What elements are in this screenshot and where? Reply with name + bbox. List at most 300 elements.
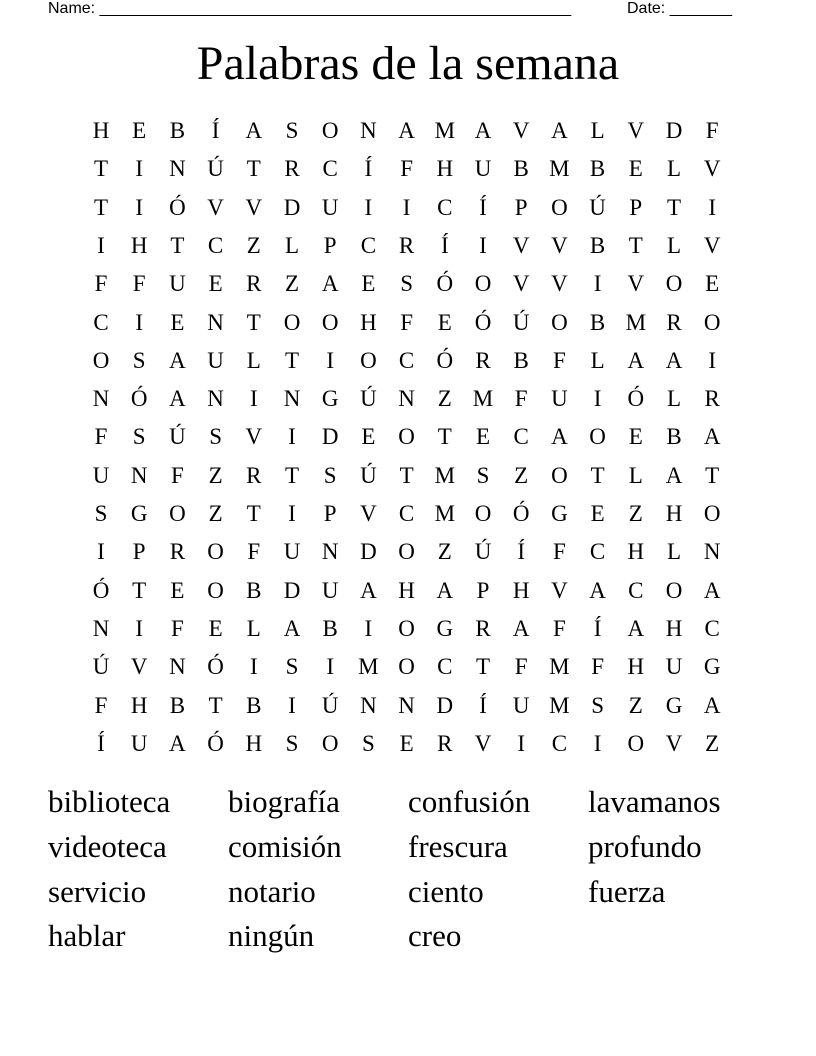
grid-letter[interactable]: A (551, 118, 568, 143)
grid-letter[interactable]: N (398, 386, 415, 412)
grid-letter[interactable]: M (434, 118, 456, 143)
grid-letter[interactable]: I (97, 539, 105, 565)
grid-letter[interactable]: T (475, 654, 491, 680)
grid-letter[interactable]: Ú (321, 692, 339, 718)
grid-letter[interactable]: T (170, 232, 185, 258)
grid-letter[interactable]: T (590, 462, 605, 488)
grid-letter[interactable]: V (130, 654, 148, 680)
grid-letter[interactable]: I (135, 615, 144, 641)
grid-letter[interactable]: Ó (512, 501, 530, 526)
grid-letter[interactable]: N (169, 156, 186, 182)
grid-letter[interactable]: I (593, 730, 602, 756)
grid-letter[interactable]: O (207, 539, 224, 565)
grid-letter[interactable]: O (398, 539, 415, 565)
grid-letter[interactable]: U (130, 730, 148, 756)
grid-letter[interactable]: A (703, 692, 721, 718)
grid-letter[interactable]: S (591, 692, 604, 718)
grid-letter[interactable]: E (361, 271, 376, 297)
grid-letter[interactable]: H (627, 654, 645, 680)
grid-letter[interactable]: A (169, 386, 186, 412)
grid-letter[interactable]: I (479, 232, 487, 258)
grid-letter[interactable]: D (321, 424, 339, 450)
grid-letter[interactable]: I (708, 347, 717, 373)
word-list-item: confusión (408, 784, 531, 819)
grid-letter[interactable]: O (92, 347, 110, 373)
grid-letter[interactable]: Ó (474, 309, 492, 335)
word-list-item: videoteca (48, 828, 167, 864)
grid-letter[interactable]: Z (705, 730, 720, 756)
grid-letter[interactable]: M (549, 156, 570, 182)
grid-letter[interactable]: Ú (474, 539, 492, 565)
grid-letter[interactable]: Ó (207, 654, 224, 680)
grid-letter[interactable]: H (665, 615, 683, 641)
grid-letter[interactable]: V (512, 118, 530, 143)
grid-letter[interactable]: Z (628, 501, 643, 526)
grid-letter[interactable]: G (321, 386, 339, 412)
grid-letter[interactable]: T (284, 347, 300, 373)
grid-letter[interactable]: B (589, 232, 606, 258)
grid-row (0, 572, 816, 610)
grid-letter[interactable]: I (326, 347, 335, 373)
grid-letter[interactable]: Z (514, 462, 529, 488)
grid-letter[interactable]: F (705, 118, 719, 143)
grid-letter[interactable]: M (434, 501, 456, 526)
grid-letter[interactable]: A (398, 118, 415, 143)
grid-letter[interactable]: S (323, 462, 337, 488)
grid-letter[interactable]: Í (479, 194, 487, 220)
grid-letter[interactable]: B (666, 424, 682, 450)
grid-letter[interactable]: G (551, 501, 568, 526)
grid-letter[interactable]: E (590, 501, 605, 526)
grid-letter[interactable]: L (590, 347, 605, 373)
grid-letter[interactable]: U (665, 654, 683, 680)
grid-letter[interactable]: N (207, 309, 224, 335)
grid-letter[interactable]: F (552, 615, 566, 641)
word-list-item: hablar (48, 918, 126, 954)
grid-letter[interactable]: O (360, 347, 377, 373)
grid-letter[interactable]: U (512, 692, 530, 718)
grid-letter[interactable]: Ó (207, 730, 224, 756)
grid-letter[interactable]: O (703, 501, 721, 526)
grid-letter[interactable]: N (169, 654, 186, 680)
grid-letter[interactable]: V (627, 118, 645, 143)
grid-letter[interactable]: F (514, 386, 528, 412)
grid-letter[interactable]: O (321, 309, 339, 335)
grid-letter[interactable]: V (512, 271, 530, 297)
grid-letter[interactable]: O (398, 615, 415, 641)
grid-letter[interactable]: V (551, 232, 568, 258)
grid-letter[interactable]: A (703, 424, 721, 450)
grid-letter[interactable]: A (321, 271, 339, 297)
grid-letter[interactable]: O (665, 271, 683, 297)
grid-letter[interactable]: L (246, 615, 261, 641)
grid-letter[interactable]: U (169, 271, 186, 297)
grid-letter[interactable]: C (207, 232, 224, 258)
grid-letter[interactable]: E (208, 271, 223, 297)
grid-letter[interactable]: P (476, 577, 490, 603)
grid-letter[interactable]: Ú (360, 386, 377, 412)
grid-letter[interactable]: F (132, 271, 146, 297)
grid-letter[interactable]: H (512, 577, 530, 603)
grid-letter[interactable]: G (665, 692, 683, 718)
grid-letter[interactable]: M (549, 654, 570, 680)
grid-letter[interactable]: V (207, 194, 224, 220)
word-list-item: lavamanos (588, 784, 721, 819)
grid-letter[interactable]: C (551, 730, 568, 756)
grid-letter[interactable]: E (437, 309, 452, 335)
grid-letter[interactable]: T (246, 501, 261, 526)
grid-row (0, 687, 816, 725)
grid-letter[interactable]: C (398, 501, 415, 526)
grid-letter[interactable]: Z (246, 232, 261, 258)
grid-letter[interactable]: Í (593, 615, 602, 641)
grid-letter[interactable]: S (361, 730, 375, 756)
grid-letter[interactable]: B (513, 156, 529, 182)
grid-letter[interactable]: O (474, 501, 492, 526)
grid-letter[interactable]: C (437, 654, 453, 680)
grid-letter[interactable]: F (170, 615, 184, 641)
grid-letter[interactable]: A (703, 577, 721, 603)
grid-letter[interactable]: Ú (207, 156, 224, 182)
grid-letter[interactable]: R (704, 386, 720, 412)
grid-letter[interactable]: L (666, 386, 682, 412)
grid-letter[interactable]: R (475, 615, 491, 641)
grid-letter[interactable]: H (665, 501, 683, 526)
grid-letter[interactable]: E (132, 118, 147, 143)
grid-letter[interactable]: R (437, 730, 453, 756)
grid-letter[interactable]: Í (364, 156, 373, 182)
grid-letter[interactable]: I (135, 156, 144, 182)
grid-letter[interactable]: Í (440, 232, 449, 258)
grid-letter[interactable]: E (475, 424, 491, 450)
grid-letter[interactable]: B (169, 118, 186, 143)
grid-letter[interactable]: F (94, 271, 108, 297)
grid-letter[interactable]: O (551, 462, 568, 488)
grid-letter[interactable]: R (169, 539, 186, 565)
grid-letter[interactable]: I (135, 194, 144, 220)
grid-letter[interactable]: N (130, 462, 148, 488)
grid-letter[interactable]: P (514, 194, 528, 220)
grid-letter[interactable]: D (665, 118, 683, 143)
grid-letter[interactable]: F (247, 539, 261, 565)
grid-letter[interactable]: M (472, 386, 494, 412)
grid-letter[interactable]: F (591, 654, 604, 680)
grid-letter[interactable]: T (246, 309, 261, 335)
grid-letter[interactable]: T (666, 194, 682, 220)
grid-letter[interactable]: V (474, 730, 492, 756)
grid-letter[interactable]: B (589, 309, 606, 335)
grid-letter[interactable]: R (475, 347, 491, 373)
grid-letter[interactable]: F (400, 156, 413, 182)
grid-letter[interactable]: A (169, 730, 186, 756)
grid-letter[interactable]: A (245, 118, 263, 143)
grid-letter[interactable]: S (476, 462, 490, 488)
grid-letter[interactable]: B (589, 156, 606, 182)
grid-letter[interactable]: I (97, 232, 105, 258)
grid-letter[interactable]: C (513, 424, 529, 450)
grid-letter[interactable]: T (284, 462, 300, 488)
grid-letter[interactable]: N (283, 386, 301, 412)
grid-letter[interactable]: H (245, 730, 263, 756)
grid-letter[interactable]: O (627, 730, 645, 756)
grid-letter[interactable]: N (92, 615, 110, 641)
grid-letter[interactable]: T (93, 194, 109, 220)
grid-letter[interactable]: Z (628, 692, 643, 718)
grid-letter[interactable]: I (249, 654, 258, 680)
grid-letter[interactable]: S (285, 654, 299, 680)
grid-letter[interactable]: Ú (92, 654, 110, 680)
date-line[interactable]: Date: _______ (627, 0, 732, 17)
grid-letter[interactable]: Z (284, 271, 300, 297)
grid-letter[interactable]: I (708, 194, 717, 220)
grid-letter[interactable]: U (321, 577, 339, 603)
grid-letter[interactable]: S (285, 118, 299, 143)
grid-letter[interactable]: A (627, 615, 645, 641)
grid-letter[interactable]: O (589, 424, 606, 450)
grid-letter[interactable]: B (246, 577, 262, 603)
grid-letter[interactable]: D (360, 539, 377, 565)
grid-letter[interactable]: V (627, 271, 645, 297)
grid-letter[interactable]: O (283, 309, 301, 335)
grid-letter[interactable]: Ú (360, 462, 377, 488)
grid-letter[interactable]: L (284, 232, 300, 258)
grid-letter[interactable]: O (665, 577, 683, 603)
grid-letter[interactable]: A (665, 462, 683, 488)
grid-letter[interactable]: F (552, 347, 566, 373)
grid-letter[interactable]: A (512, 615, 530, 641)
grid-letter[interactable]: A (169, 347, 186, 373)
grid-letter[interactable]: I (288, 501, 296, 526)
grid-letter[interactable]: C (589, 539, 606, 565)
grid-letter[interactable]: T (437, 424, 452, 450)
grid-letter[interactable]: P (629, 194, 643, 220)
grid-letter[interactable]: C (93, 309, 109, 335)
grid-letter[interactable]: U (283, 539, 301, 565)
grid-letter[interactable]: E (361, 424, 376, 450)
grid-letter[interactable]: Ú (589, 194, 606, 220)
grid-letter[interactable]: O (207, 577, 224, 603)
grid-letter[interactable]: Í (479, 692, 487, 718)
grid-letter[interactable]: F (170, 462, 184, 488)
grid-letter[interactable]: H (130, 232, 148, 258)
grid-letter[interactable]: A (627, 347, 645, 373)
grid-letter[interactable]: F (94, 692, 108, 718)
grid-letter[interactable]: E (628, 424, 643, 450)
grid-letter[interactable]: B (169, 692, 186, 718)
grid-letter[interactable]: D (283, 577, 301, 603)
grid-letter[interactable]: Ó (436, 347, 454, 373)
grid-letter[interactable]: Ó (130, 386, 148, 412)
grid-letter[interactable]: C (398, 347, 415, 373)
grid-letter[interactable]: Í (211, 118, 220, 143)
grid-letter[interactable]: C (704, 615, 720, 641)
grid-letter[interactable]: Z (437, 539, 452, 565)
grid-letter[interactable]: I (517, 730, 526, 756)
grid-letter[interactable]: A (589, 577, 606, 603)
grid-letter[interactable]: V (703, 156, 721, 182)
grid-letter[interactable]: V (551, 271, 568, 297)
grid-letter[interactable]: V (245, 424, 263, 450)
grid-letter[interactable]: L (666, 156, 682, 182)
grid-letter[interactable]: E (170, 577, 185, 603)
grid-letter[interactable]: C (628, 577, 644, 603)
grid-letter[interactable]: N (360, 118, 377, 143)
grid-letter[interactable]: M (549, 692, 570, 718)
grid-letter[interactable]: V (551, 577, 568, 603)
grid-letter[interactable]: P (323, 232, 337, 258)
grid-letter[interactable]: U (474, 156, 492, 182)
grid-letter[interactable]: Í (517, 539, 526, 565)
grid-letter[interactable]: O (551, 309, 568, 335)
grid-letter[interactable]: H (436, 156, 454, 182)
grid-letter[interactable]: A (436, 577, 454, 603)
grid-letter[interactable]: F (94, 424, 108, 450)
grid-letter[interactable]: T (93, 156, 109, 182)
grid-letter[interactable]: Ú (512, 309, 530, 335)
grid-letter[interactable]: V (512, 232, 530, 258)
grid-letter[interactable]: A (551, 424, 568, 450)
grid-letter[interactable]: F (552, 539, 566, 565)
grid-letter[interactable]: V (360, 501, 377, 526)
grid-letter[interactable]: M (434, 462, 456, 488)
grid-letter[interactable]: P (323, 501, 337, 526)
grid-letter[interactable]: V (245, 194, 263, 220)
grid-letter[interactable]: U (321, 194, 339, 220)
grid-letter[interactable]: N (321, 539, 339, 565)
grid-letter[interactable]: Z (208, 462, 223, 488)
grid-letter[interactable]: T (208, 692, 223, 718)
grid-letter[interactable]: T (132, 577, 147, 603)
grid-letter[interactable]: B (513, 347, 529, 373)
grid-letter[interactable]: R (246, 462, 262, 488)
grid-letter[interactable]: O (551, 194, 568, 220)
grid-letter[interactable]: B (246, 692, 262, 718)
grid-letter[interactable]: B (322, 615, 338, 641)
grid-letter[interactable]: I (364, 615, 373, 641)
grid-letter[interactable]: I (402, 194, 411, 220)
grid-letter[interactable]: G (130, 501, 148, 526)
grid-letter[interactable]: H (627, 539, 645, 565)
grid-letter[interactable]: L (666, 539, 682, 565)
grid-letter[interactable]: T (628, 232, 643, 258)
grid-letter[interactable]: O (321, 118, 339, 143)
grid-letter[interactable]: N (703, 539, 721, 565)
grid-letter[interactable]: F (514, 654, 528, 680)
name-line[interactable]: Name: _____________________________________________________ (48, 0, 572, 17)
grid-letter[interactable]: L (246, 347, 261, 373)
grid-row (0, 112, 816, 150)
grid-letter[interactable]: O (321, 730, 339, 756)
grid-letter[interactable]: H (92, 118, 110, 143)
grid-letter[interactable]: Ó (169, 194, 186, 220)
grid-letter[interactable]: T (399, 462, 414, 488)
grid-letter[interactable]: N (92, 386, 110, 412)
grid-letter[interactable]: S (285, 730, 299, 756)
grid-letter[interactable]: E (705, 271, 720, 297)
grid-letter[interactable]: P (132, 539, 146, 565)
grid-letter[interactable]: H (130, 692, 148, 718)
grid-letter[interactable]: G (703, 654, 721, 680)
grid-letter[interactable]: I (249, 386, 258, 412)
grid-letter[interactable]: S (94, 501, 108, 526)
grid-letter[interactable]: Ú (169, 424, 186, 450)
grid-letter[interactable]: L (628, 462, 643, 488)
grid-letter[interactable]: A (665, 347, 683, 373)
grid-letter[interactable]: U (207, 347, 224, 373)
grid-letter[interactable]: T (705, 462, 720, 488)
grid-letter[interactable]: S (209, 424, 222, 450)
grid-letter[interactable]: D (436, 692, 454, 718)
grid-letter[interactable]: A (283, 615, 301, 641)
grid-letter[interactable]: Ó (627, 386, 645, 412)
grid-letter[interactable]: O (398, 424, 415, 450)
grid-letter[interactable]: R (666, 309, 682, 335)
grid-letter[interactable]: R (284, 156, 300, 182)
grid-letter[interactable]: I (135, 309, 144, 335)
grid-letter[interactable]: H (398, 577, 415, 603)
grid-letter[interactable]: E (208, 615, 223, 641)
grid-letter[interactable]: V (665, 730, 683, 756)
grid-row (0, 189, 816, 227)
grid-letter[interactable]: O (703, 309, 721, 335)
grid-letter[interactable]: H (360, 309, 377, 335)
grid-letter[interactable]: A (360, 577, 377, 603)
grid-letter[interactable]: L (666, 232, 682, 258)
grid-letter[interactable]: I (326, 654, 335, 680)
grid-letter[interactable]: C (360, 232, 377, 258)
grid-letter[interactable]: N (207, 386, 224, 412)
grid-letter[interactable]: U (92, 462, 110, 488)
grid-letter[interactable]: L (590, 118, 605, 143)
grid-letter[interactable]: I (288, 424, 296, 450)
grid-letter[interactable]: R (246, 271, 262, 297)
grid-letter[interactable]: A (474, 118, 492, 143)
grid-letter[interactable]: S (132, 347, 146, 373)
grid-letter[interactable]: Z (437, 386, 452, 412)
grid-letter[interactable]: U (551, 386, 568, 412)
grid-letter[interactable]: E (170, 309, 185, 335)
grid-letter[interactable]: S (132, 424, 146, 450)
grid-letter[interactable]: M (625, 309, 647, 335)
grid-letter[interactable]: O (398, 654, 415, 680)
grid-letter[interactable]: M (358, 654, 379, 680)
grid-letter[interactable]: Í (97, 730, 105, 756)
grid-letter[interactable]: F (400, 309, 413, 335)
grid-letter[interactable]: N (398, 692, 415, 718)
grid-letter[interactable]: O (474, 271, 492, 297)
grid-letter[interactable]: T (246, 156, 261, 182)
grid-letter[interactable]: V (703, 232, 721, 258)
grid-letter[interactable]: C (322, 156, 338, 182)
grid-letter[interactable]: I (288, 692, 296, 718)
grid-letter[interactable]: D (283, 194, 301, 220)
grid-letter[interactable]: N (360, 692, 377, 718)
grid-letter[interactable]: O (169, 501, 186, 526)
grid-letter[interactable]: R (398, 232, 415, 258)
grid-letter[interactable]: E (628, 156, 643, 182)
grid-letter[interactable]: G (436, 615, 454, 641)
grid-letter[interactable]: Z (208, 501, 223, 526)
grid-letter[interactable]: I (364, 194, 373, 220)
grid-letter[interactable]: E (399, 730, 414, 756)
grid-letter[interactable]: S (400, 271, 413, 297)
word-list-item: frescura (408, 828, 508, 864)
grid-letter[interactable]: C (437, 194, 453, 220)
grid-letter[interactable]: I (593, 386, 602, 412)
grid-letter[interactable]: I (593, 271, 602, 297)
grid-letter[interactable]: Ó (436, 271, 454, 297)
grid-letter[interactable]: Ó (92, 577, 110, 603)
